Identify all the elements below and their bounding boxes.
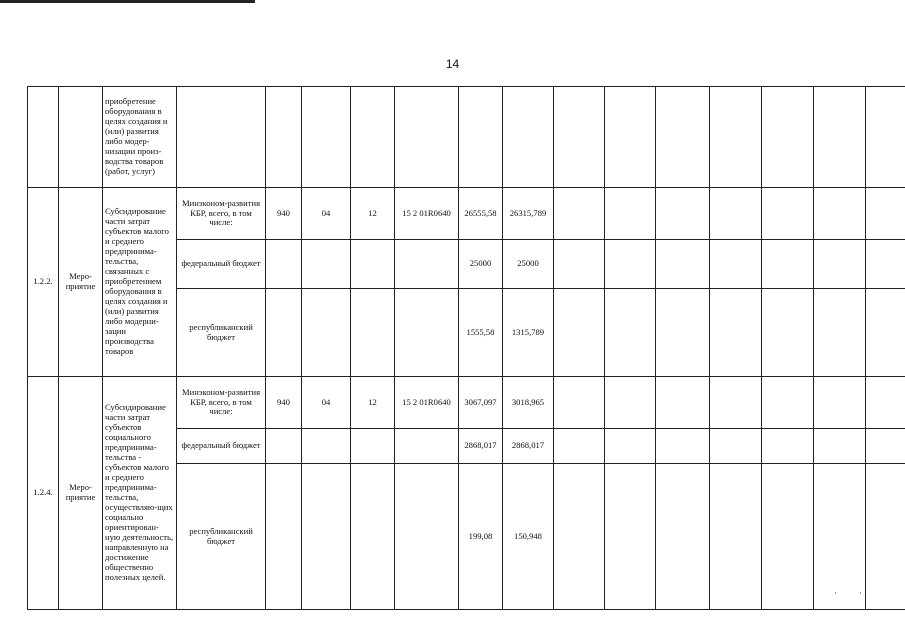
value-2: 150,948 [503, 464, 554, 610]
pr-code: 12 [351, 188, 395, 240]
funding-source: Минэконом-развития КБР, всего, в том числе: [177, 188, 266, 240]
grbs-code [266, 240, 302, 289]
grbs-code [266, 464, 302, 610]
row-description: Субсидирование части затрат субъектов малого и среднего предпринима-тельства, связанных с приобретением оборудования в целях создания и (или) развития либо модерни-зации производства товаров [103, 188, 177, 377]
table-row [28, 377, 905, 429]
csr-code [395, 464, 459, 610]
pr-code: 12 [351, 377, 395, 429]
program-table [27, 86, 905, 610]
rz-code [302, 464, 351, 610]
pr-code [351, 240, 395, 289]
scan-artifact: ·· [834, 588, 884, 598]
value-1: 2868,017 [459, 429, 503, 464]
row-number [28, 87, 59, 188]
value-2: 25000 [503, 240, 554, 289]
row-description: приобретение оборудования в целях создания и (или) развития либо модер-низации произ-водства товаров (работ, услуг) [103, 87, 177, 188]
rz-code: 04 [302, 377, 351, 429]
value-1: 199,08 [459, 464, 503, 610]
csr-code [395, 240, 459, 289]
value-1: 25000 [459, 240, 503, 289]
funding-source: республиканский бюджет [177, 289, 266, 377]
value-1: 1555,58 [459, 289, 503, 377]
value-1: 3067,097 [459, 377, 503, 429]
top-rule [0, 0, 255, 3]
csr-code: 15 2 01R0640 [395, 377, 459, 429]
pr-code [351, 289, 395, 377]
page-number: 14 [445, 57, 460, 71]
table-row [28, 87, 905, 188]
grbs-code [266, 429, 302, 464]
csr-code: 15 2 01R0640 [395, 188, 459, 240]
value-2: 3018,965 [503, 377, 554, 429]
rz-code [302, 240, 351, 289]
row-number: 1.2.2. [28, 188, 59, 377]
funding-source: Минэконом-развития КБР, всего, в том числе: [177, 377, 266, 429]
rz-code: 04 [302, 188, 351, 240]
grbs-code [266, 289, 302, 377]
row-description: Субсидирование части затрат субъектов социального предпринима-тельства - субъектов малого и среднего предпринима-тельства, осуществляю-щих социально ориентирован-ную деятельность, направленную на достижение общественно полезных целей. [103, 377, 177, 610]
value-2: 2868,017 [503, 429, 554, 464]
rz-code [302, 289, 351, 377]
row-number: 1.2.4. [28, 377, 59, 610]
funding-source: федеральный бюджет [177, 429, 266, 464]
table-row [28, 188, 905, 240]
value-1: 26555,58 [459, 188, 503, 240]
value-2: 1315,789 [503, 289, 554, 377]
row-type: Меро-приятие [59, 377, 103, 610]
row-type: Меро-приятие [59, 188, 103, 377]
pr-code [351, 429, 395, 464]
csr-code [395, 429, 459, 464]
row-type [59, 87, 103, 188]
rz-code [302, 429, 351, 464]
grbs-code: 940 [266, 188, 302, 240]
funding-source: федеральный бюджет [177, 240, 266, 289]
funding-source: республиканский бюджет [177, 464, 266, 610]
pr-code [351, 464, 395, 610]
csr-code [395, 289, 459, 377]
value-2: 26315,789 [503, 188, 554, 240]
grbs-code: 940 [266, 377, 302, 429]
